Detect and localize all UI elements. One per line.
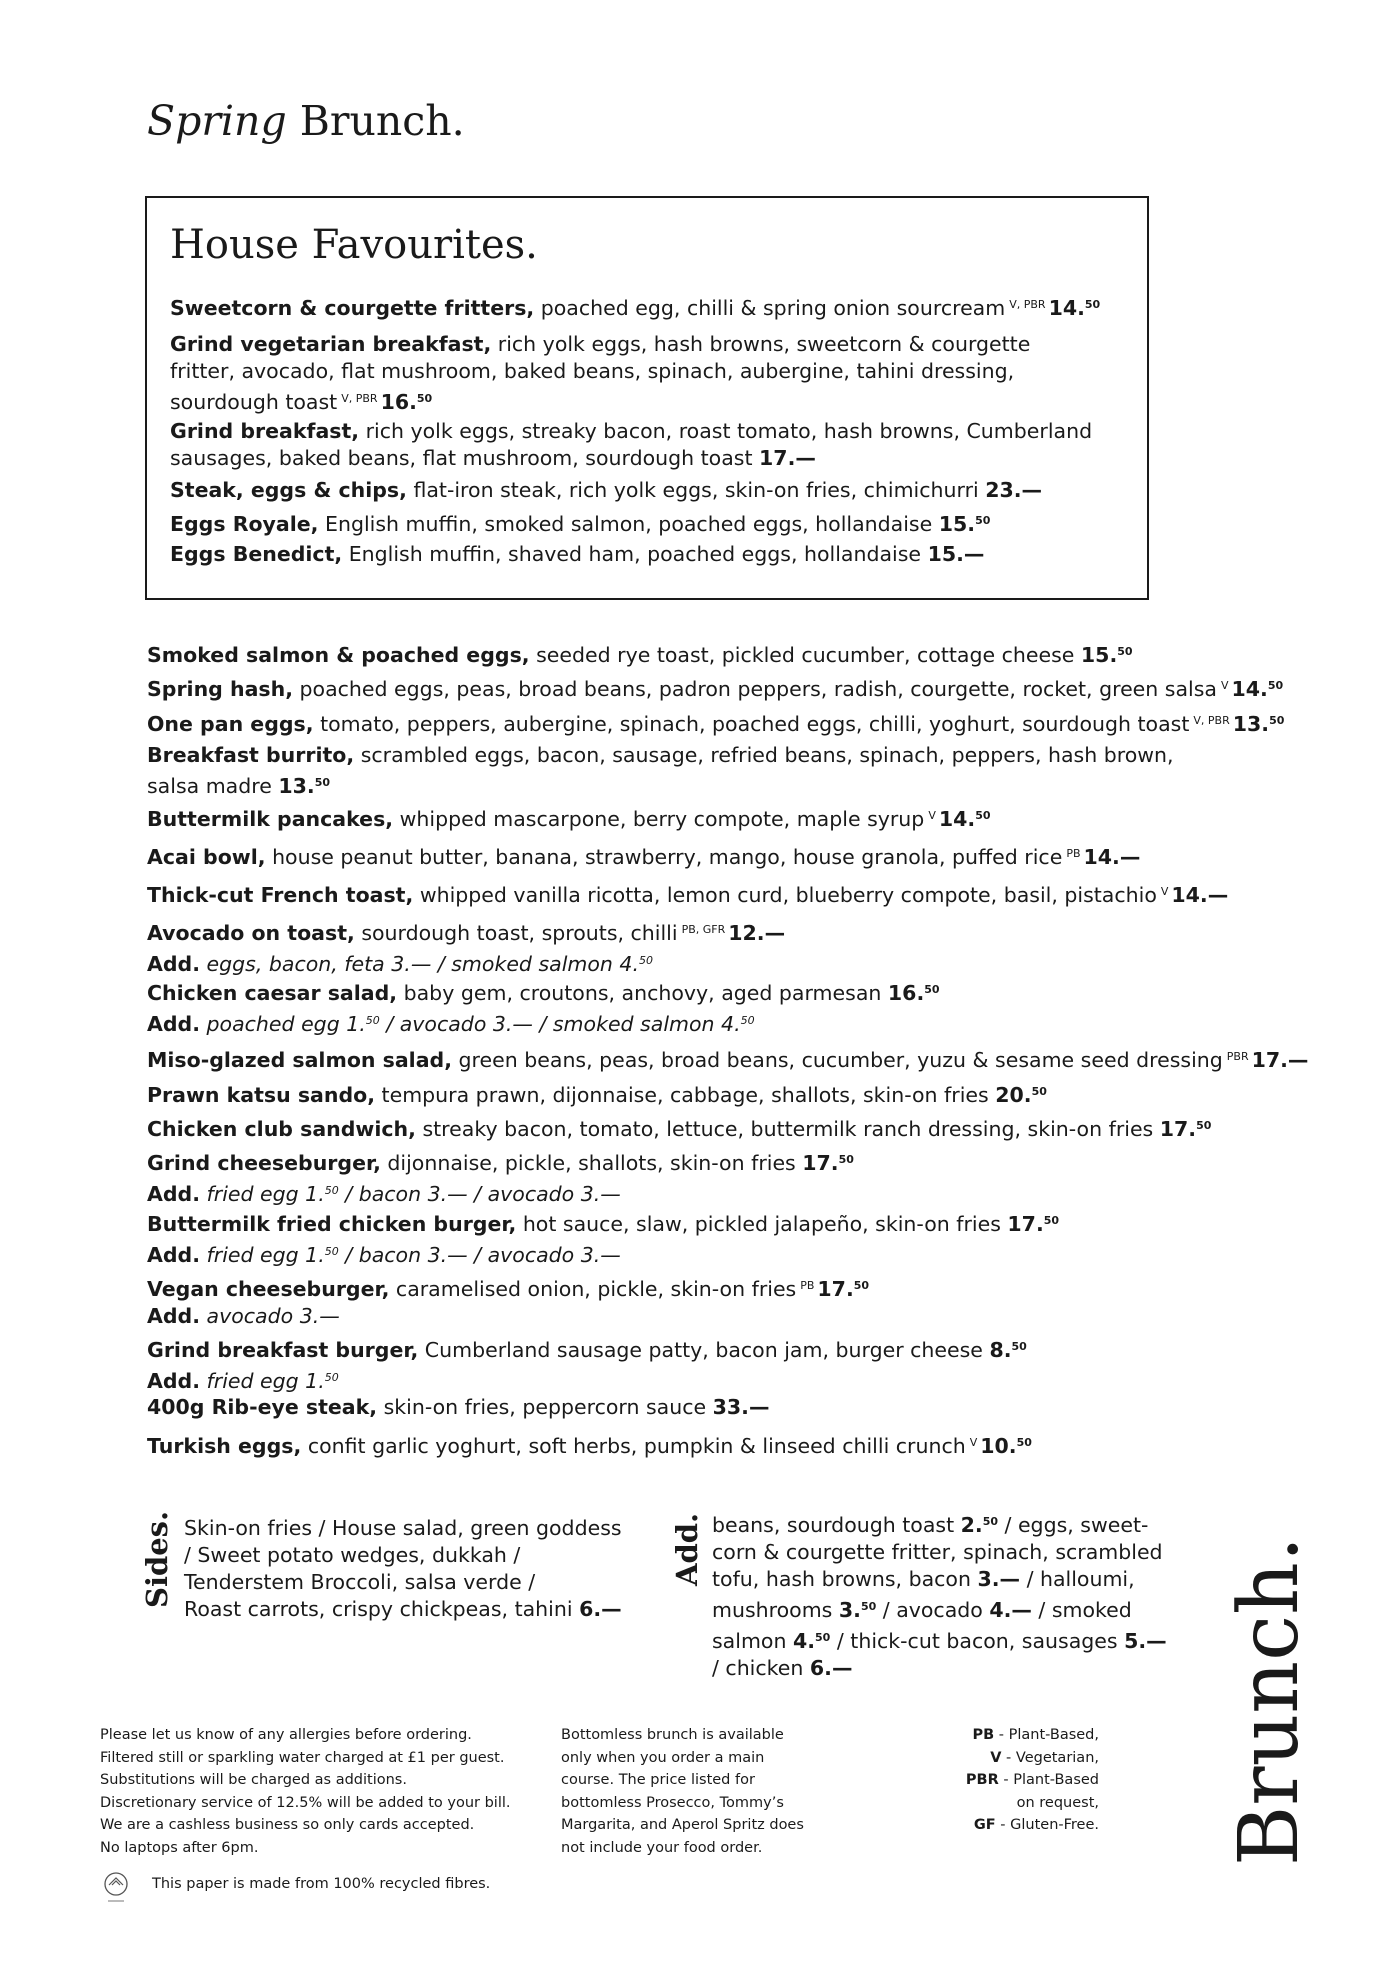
menu-item: Vegan cheeseburger, caramelised onion, pickle, skin-on fries $^{PB}$ 17.50 Add. avocado 3.— (147, 1277, 870, 1328)
menu-item: Eggs Benedict, English muffin, shaved ham, poached eggs, hollandaise 15.— (170, 542, 985, 566)
menu-item: Miso-glazed salmon salad, green beans, peas, broad beans, cucumber, yuzu & sesame seed dressing $^{PBR}$ 17.— (147, 1048, 1309, 1072)
menu-item: Buttermilk pancakes, whipped mascarpone, berry compote, maple syrup $^V$ 14.50 (147, 807, 991, 831)
menu-item: Grind cheeseburger, dijonnaise, pickle, shallots, skin-on fries 17.50 Add. fried egg 1.50 / bacon 3.— / avocado 3.— (147, 1151, 854, 1206)
menu-item: Grind breakfast, rich yolk eggs, streaky bacon, roast tomato, hash browns, Cumberland sausages, baked beans, flat mushroom, sourdough toast 17.— (170, 419, 1093, 470)
menu-item: Chicken caesar salad, baby gem, croutons, anchovy, aged parmesan 16.50 Add. poached egg 1.50 / avocado 3.— / smoked salmon 4.50 (147, 981, 940, 1036)
dietary-legend: PB - Plant-Based, V - Vegetarian, PBR - Plant-Based on request, GF - Gluten-Free. (965, 1727, 1099, 1833)
menu-item: Sweetcorn & courgette fritters, poached egg, chilli & spring onion sourcream $^{V, PBR}$ 14.50 (170, 296, 1101, 320)
house-favourites-heading: House Favourites. (170, 222, 538, 268)
menu-item: Grind vegetarian breakfast, rich yolk eggs, hash browns, sweetcorn & courgette fritter, avocado, flat mushroom, baked beans, spinach, aubergine, tahini dressing, sourdough toast $^{V, PBR}$ 16.50 (170, 332, 1031, 414)
sides-list: Skin-on fries / House salad, green goddess / Sweet potato wedges, dukkah / Tenderstem Broccoli, salsa verde / Roast carrots, crispy chickpeas, tahini 6.— (184, 1516, 622, 1621)
menu-item: Chicken club sandwich, streaky bacon, tomato, lettuce, buttermilk ranch dressing, skin-on fries 17.50 (147, 1117, 1212, 1141)
menu-item: Spring hash, poached eggs, peas, broad beans, padron peppers, radish, courgette, rocket, green salsa $^V$ 14.50 (147, 677, 1284, 701)
menu-item: One pan eggs, tomato, peppers, aubergine, spinach, poached eggs, chilli, yoghurt, sourdough toast $^{V, PBR}$ 13.50 (147, 712, 1285, 736)
allergy-notes: Please let us know of any allergies before ordering. Filtered still or sparkling water charged at £1 per guest. Substitutions will be charged as additions. Discretionary service of 12.5% will be added to your bill. We are a cashless business so only cards accepted. No laptops after 6pm. (100, 1727, 511, 1856)
menu-item: Steak, eggs & chips, flat-iron steak, rich yolk eggs, skin-on fries, chimichurri 23.— (170, 478, 1043, 502)
menu-item: Prawn katsu sando, tempura prawn, dijonnaise, cabbage, shallots, skin-on fries 20.50 (147, 1083, 1047, 1107)
menu-item: Breakfast burrito, scrambled eggs, bacon, sausage, refried beans, spinach, peppers, hash brown, salsa madre 13.50 (147, 743, 1174, 798)
menu-item: Smoked salmon & poached eggs, seeded rye toast, pickled cucumber, cottage cheese 15.50 (147, 643, 1133, 667)
menu-item: Turkish eggs, confit garlic yoghurt, soft herbs, pumpkin & linseed chilli crunch $^V$ 10.50 (147, 1434, 1032, 1458)
bottomless-note: Bottomless brunch is available only when you order a main course. The price listed for bottomless Prosecco, Tommy’s Margarita, and Aperol Spritz does not include your food order. (561, 1727, 804, 1856)
menu-item: Avocado on toast, sourdough toast, sprouts, chilli $^{PB, GFR}$ 12.— Add. eggs, bacon, feta 3.— / smoked salmon 4.50 (147, 921, 786, 976)
page-title: Spring Brunch. (147, 97, 465, 145)
menu-item: Grind breakfast burger, Cumberland sausage patty, bacon jam, burger cheese 8.50 Add. fried egg 1.50 (147, 1338, 1027, 1393)
add-list: beans, sourdough toast 2.50 / eggs, sweet- corn & courgette fritter, spinach, scrambled tofu, hash browns, bacon 3.— / halloumi, mushrooms 3.50 / avocado 4.— / smoked salmon 4.50 / thick-cut bacon, sausages 5.— / chicken 6.— (712, 1513, 1167, 1680)
menu-item: Eggs Royale, English muffin, smoked salmon, poached eggs, hollandaise 15.50 (170, 512, 991, 536)
recycled-paper-note: This paper is made from 100% recycled fibres. (152, 1876, 491, 1892)
sides-label: Sides. (140, 1510, 174, 1608)
menu-item: Thick-cut French toast, whipped vanilla ricotta, lemon curd, blueberry compote, basil, pistachio $^V$ 14.— (147, 883, 1229, 907)
menu-item: Acai bowl, house peanut butter, banana, strawberry, mango, house granola, puffed rice $^{PB}$ 14.— (147, 845, 1141, 869)
menu-item: 400g Rib-eye steak, skin-on fries, peppercorn sauce 33.— (147, 1395, 770, 1419)
menu-item: Buttermilk fried chicken burger, hot sauce, slaw, pickled jalapeño, skin-on fries 17.50 Add. fried egg 1.50 / bacon 3.— / avocado 3.— (147, 1212, 1060, 1267)
add-label: Add. (670, 1512, 704, 1586)
vertical-brunch-title: Brunch. (1222, 1536, 1317, 1866)
recycle-icon (100, 1870, 132, 1906)
